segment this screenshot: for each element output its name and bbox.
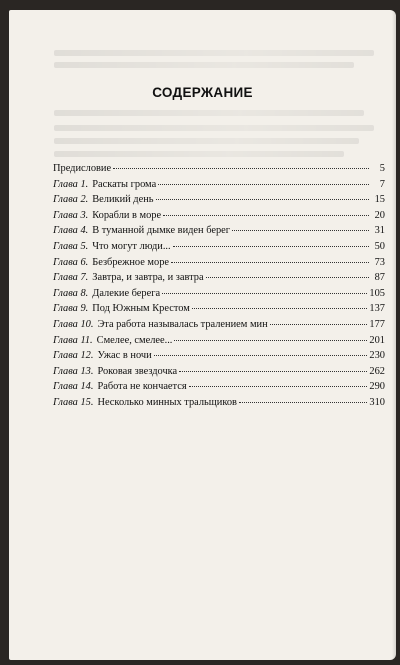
toc-chapter-number: Глава 11.	[53, 334, 93, 346]
toc-title: Эта работа называлась тралением мин	[97, 318, 268, 330]
toc-leader-dots	[189, 386, 368, 387]
toc-title: Раскаты грома	[92, 178, 157, 190]
toc-leader-dots	[158, 184, 369, 185]
show-through-line	[54, 151, 344, 157]
toc-entry	[53, 288, 385, 304]
toc-leader-dots	[239, 402, 367, 403]
toc-title: Безбрежное море	[92, 256, 170, 268]
toc-page-number: 50	[374, 240, 385, 252]
toc-entry	[53, 397, 385, 413]
toc-chapter-number: Глава 4.	[53, 225, 89, 237]
toc-title: Работа не кончается	[97, 381, 187, 393]
toc-chapter-number: Глава 15.	[53, 396, 94, 408]
toc-chapter-number: Глава 7.	[53, 272, 89, 284]
toc-leader-dots	[174, 340, 367, 341]
toc-leader-dots	[232, 230, 369, 231]
toc-page-number: 20	[374, 209, 385, 221]
toc-leader-dots	[192, 308, 368, 309]
toc-entry	[53, 194, 385, 210]
toc-title: Предисловие	[53, 163, 112, 174]
toc-title: Великий день	[92, 194, 154, 206]
toc-title: Несколько минных тральщиков	[97, 396, 237, 408]
toc-page-number: 87	[374, 272, 385, 284]
toc-page-number: 177	[369, 318, 385, 330]
toc-entry	[53, 179, 385, 195]
toc-entry	[53, 303, 385, 319]
toc-page-number: 5	[379, 163, 385, 174]
toc-chapter-number: Глава 13.	[53, 365, 94, 377]
toc-chapter-number: Глава 14.	[53, 381, 94, 393]
table-of-contents	[53, 163, 385, 413]
show-through-line	[54, 50, 374, 56]
toc-title: Ужас в ночи	[97, 350, 152, 362]
toc-page-number: 310	[369, 396, 385, 408]
toc-page-number: 7	[379, 178, 385, 190]
toc-entry	[53, 335, 385, 351]
toc-chapter-number: Глава 3.	[53, 209, 89, 221]
toc-title: Роковая звездочка	[97, 365, 178, 377]
toc-page-number: 201	[369, 334, 385, 346]
toc-entry	[53, 381, 385, 397]
toc-leader-dots	[156, 199, 369, 200]
toc-title: Завтра, и завтра, и завтра	[92, 272, 204, 284]
toc-title: Корабли в море	[92, 209, 162, 221]
toc-chapter-number: Глава 5.	[53, 240, 89, 252]
toc-title: Далекие берега	[92, 287, 161, 299]
toc-leader-dots	[154, 355, 368, 356]
toc-entry	[53, 319, 385, 335]
toc-entry	[53, 272, 385, 288]
toc-entry	[53, 241, 385, 257]
toc-leader-dots	[113, 168, 369, 169]
contents-heading: СОДЕРЖАНИЕ	[152, 85, 253, 100]
toc-chapter-number: Глава 2.	[53, 194, 89, 206]
toc-entry	[53, 350, 385, 366]
toc-leader-dots	[163, 215, 369, 216]
toc-leader-dots	[162, 293, 367, 294]
toc-leader-dots	[206, 277, 369, 278]
page-edge-shadow	[392, 10, 396, 660]
toc-chapter-number: Глава 8.	[53, 287, 89, 299]
toc-title: Что могут люди...	[92, 240, 171, 252]
toc-chapter-number: Глава 12.	[53, 350, 94, 362]
toc-title: В туманной дымке виден берег	[92, 225, 231, 237]
toc-page-number: 230	[369, 350, 385, 362]
toc-entry	[53, 210, 385, 226]
toc-page-number: 137	[369, 303, 385, 315]
show-through-line	[54, 125, 374, 131]
toc-leader-dots	[270, 324, 368, 325]
toc-entry	[53, 257, 385, 273]
toc-entry	[53, 225, 385, 241]
toc-page-number: 73	[374, 256, 385, 268]
toc-page-number: 105	[369, 287, 385, 299]
toc-chapter-number: Глава 10.	[53, 318, 94, 330]
toc-leader-dots	[171, 262, 369, 263]
show-through-line	[54, 62, 354, 68]
show-through-line	[54, 138, 359, 144]
toc-leader-dots	[179, 371, 367, 372]
toc-title: Смелее, смелее...	[96, 334, 173, 346]
toc-page-number: 262	[369, 365, 385, 377]
toc-entry	[53, 163, 385, 179]
toc-page-number: 290	[369, 381, 385, 393]
toc-chapter-number: Глава 9.	[53, 303, 89, 315]
toc-page-number: 31	[374, 225, 385, 237]
show-through-line	[54, 110, 364, 116]
toc-chapter-number: Глава 6.	[53, 256, 89, 268]
toc-title: Под Южным Крестом	[92, 303, 190, 315]
book-page	[9, 10, 396, 660]
toc-chapter-number: Глава 1.	[53, 178, 89, 190]
toc-leader-dots	[173, 246, 369, 247]
toc-page-number: 15	[374, 194, 385, 206]
toc-entry	[53, 366, 385, 382]
